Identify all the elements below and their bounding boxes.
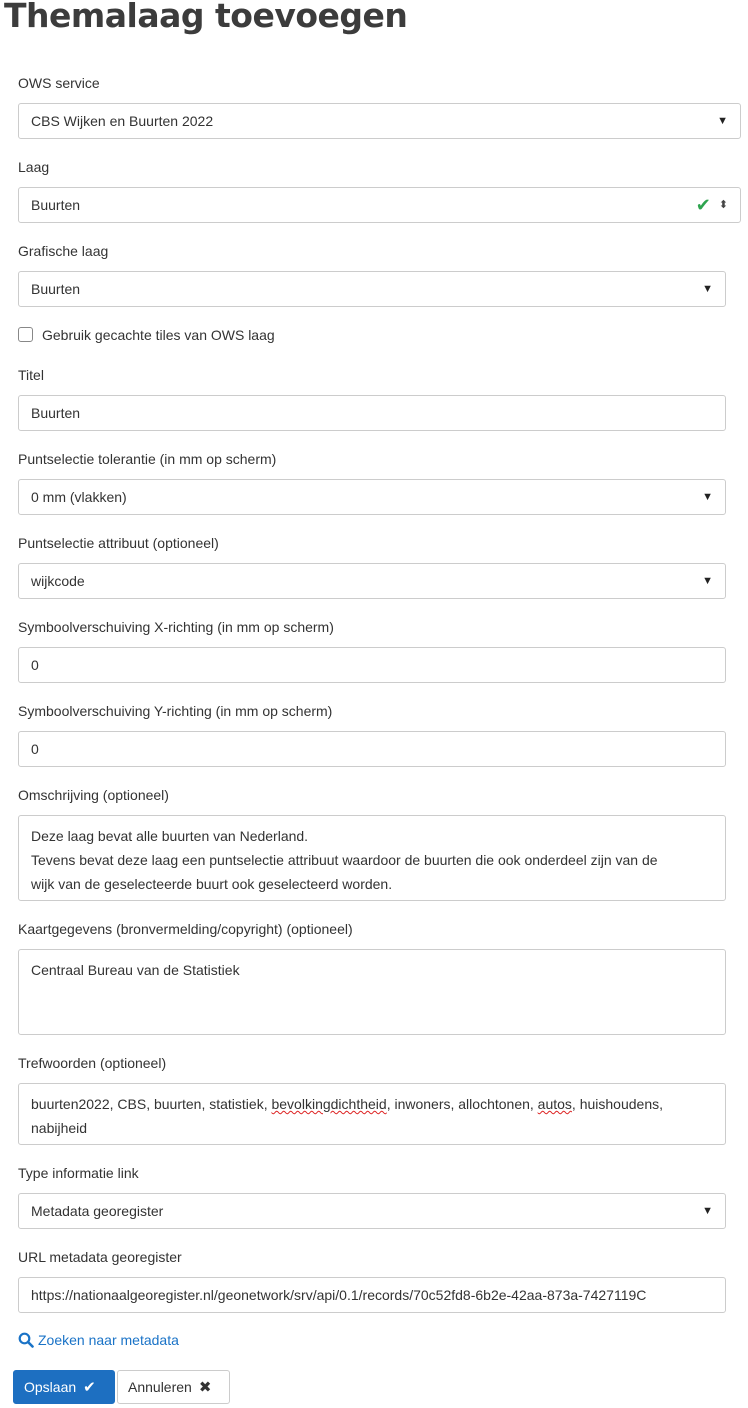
caret-down-icon: ▼: [702, 1205, 713, 1217]
titel-value: Buurten: [31, 405, 81, 421]
type-link-label: Type informatie link: [18, 1165, 139, 1181]
laag-label: Laag: [18, 159, 50, 175]
caret-down-icon: ▼: [717, 115, 728, 127]
page-title: Themalaag toevoegen: [4, 0, 408, 35]
offset-x-label: Symboolverschuiving X-richting (in mm op scherm): [18, 619, 334, 635]
grafische-laag-select[interactable]: [18, 271, 726, 307]
ows-service-select[interactable]: [18, 103, 741, 139]
cancel-button-label: Annuleren: [128, 1379, 192, 1395]
trefwoorden-line: [31, 1092, 713, 1116]
save-button[interactable]: [13, 1370, 115, 1404]
tolerantie-select[interactable]: [18, 479, 726, 515]
misspelled-word: bevolkingdichtheid: [271, 1096, 387, 1112]
grafische-laag-label: Grafische laag: [18, 243, 109, 259]
trefwoorden-line: nabijheid: [31, 1120, 88, 1136]
offset-x-input[interactable]: [18, 647, 726, 683]
check-icon: ✔: [83, 1379, 96, 1396]
type-link-value: Metadata georegister: [31, 1203, 164, 1219]
attribuut-label: Puntselectie attribuut (optioneel): [18, 535, 219, 551]
ows-service-label: OWS service: [18, 75, 100, 91]
laag-select[interactable]: [18, 187, 741, 223]
search-icon: [18, 1332, 34, 1348]
url-metadata-label: URL metadata georegister: [18, 1249, 182, 1265]
offset-y-input[interactable]: [18, 731, 726, 767]
close-icon: ✖: [198, 1379, 212, 1396]
up-down-icon: ⬍: [718, 198, 728, 211]
titel-input[interactable]: [18, 395, 726, 431]
cancel-button[interactable]: [117, 1370, 230, 1404]
cached-tiles-checkbox[interactable]: [18, 327, 33, 342]
offset-x-value: 0: [31, 657, 39, 673]
offset-y-value: 0: [31, 741, 39, 757]
valid-check-icon: ✔: [695, 194, 711, 215]
offset-y-label: Symboolverschuiving Y-richting (in mm op scherm): [18, 703, 333, 719]
omschrijving-line: wijk van de geselecteerde buurt ook geselecteerd worden.: [31, 876, 393, 892]
url-metadata-value: https://nationaalgeoregister.nl/geonetwork/srv/api/0.1/records/70c52fd8-6b2e-42aa-873a-7427119C: [31, 1287, 647, 1303]
trefwoorden-text: buurten2022, CBS, buurten, statistiek,: [31, 1096, 272, 1112]
omschrijving-line: Tevens bevat deze laag een puntselectie attribuut waardoor de buurten die ook onderdeel zijn van de: [31, 852, 658, 868]
cached-tiles-label[interactable]: Gebruik gecachte tiles van OWS laag: [42, 327, 275, 343]
trefwoorden-text: , huishoudens,: [571, 1096, 663, 1112]
ows-service-value: CBS Wijken en Buurten 2022: [31, 113, 214, 129]
attribuut-select[interactable]: [18, 563, 726, 599]
url-metadata-input[interactable]: [18, 1277, 726, 1313]
trefwoorden-text: , inwoners, allochtonen,: [386, 1096, 538, 1112]
kaartgegevens-label: Kaartgegevens (bronvermelding/copyright) (optioneel): [18, 921, 353, 937]
caret-down-icon: ▼: [702, 575, 713, 587]
kaartgegevens-value: Centraal Bureau van de Statistiek: [31, 962, 240, 978]
tolerantie-label: Puntselectie tolerantie (in mm op scherm): [18, 451, 277, 467]
laag-value: Buurten: [31, 197, 81, 213]
trefwoorden-label: Trefwoorden (optioneel): [18, 1055, 167, 1071]
grafische-laag-value: Buurten: [31, 281, 81, 297]
save-button-label: Opslaan: [24, 1379, 77, 1395]
trefwoorden-textarea[interactable]: [18, 1083, 726, 1145]
omschrijving-label: Omschrijving (optioneel): [18, 787, 169, 803]
type-link-select[interactable]: [18, 1193, 726, 1229]
kaartgegevens-textarea[interactable]: [18, 949, 726, 1035]
tolerantie-value: 0 mm (vlakken): [31, 489, 127, 505]
attribuut-value: wijkcode: [31, 573, 85, 589]
caret-down-icon: ▼: [702, 283, 713, 295]
search-metadata-link[interactable]: [18, 1332, 179, 1348]
search-metadata-label: Zoeken naar metadata: [38, 1332, 179, 1348]
misspelled-word: autos: [537, 1096, 572, 1112]
caret-down-icon: ▼: [702, 491, 713, 503]
omschrijving-line: Deze laag bevat alle buurten van Nederland.: [31, 828, 309, 844]
omschrijving-textarea[interactable]: [18, 815, 726, 901]
titel-label: Titel: [18, 367, 44, 383]
